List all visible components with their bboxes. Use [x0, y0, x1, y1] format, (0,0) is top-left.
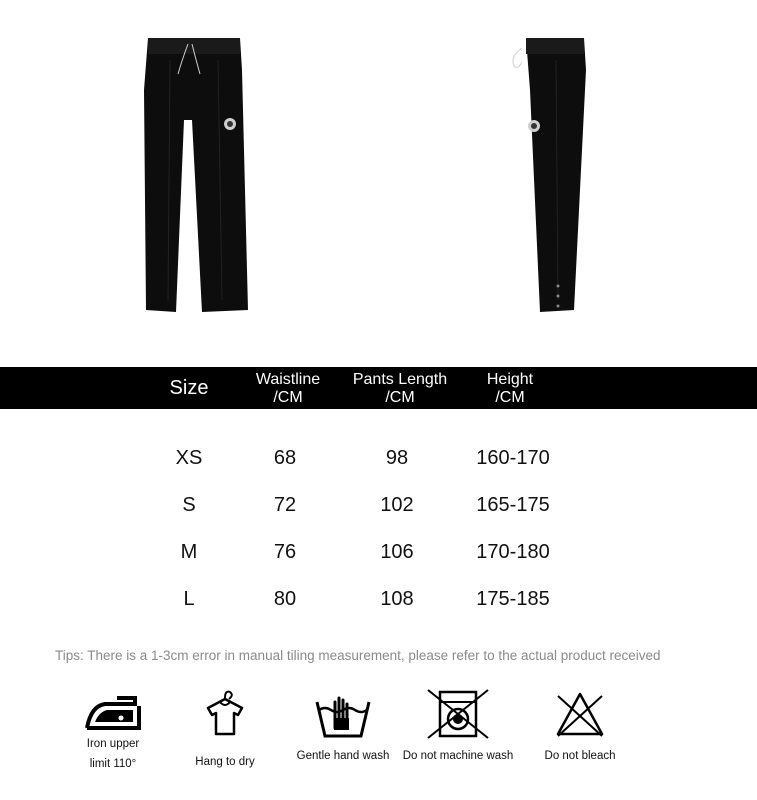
cell-size: XS	[175, 447, 203, 469]
cell-height: 175-185	[476, 588, 550, 610]
size-table-header	[0, 367, 757, 409]
table-row	[0, 541, 757, 571]
table-row	[0, 447, 757, 477]
measurement-tips: Tips: There is a 1-3cm error in manual tiling measurement, please refer to the actual product received	[55, 648, 661, 663]
header-pants-length	[340, 371, 460, 407]
cell-pants-length: 106	[380, 541, 414, 563]
care-bleach-label: Do not bleach	[544, 750, 616, 762]
care-machine	[397, 688, 519, 766]
cell-height: 165-175	[476, 494, 550, 516]
cell-pants-length: 102	[380, 494, 414, 516]
header-pants-length-label: Pants Length	[352, 371, 448, 388]
cell-size: S	[182, 494, 196, 516]
hand-wash-tub-icon	[313, 688, 373, 740]
cell-pants-length: 98	[385, 447, 409, 469]
care-iron	[68, 688, 158, 774]
care-iron-label-line1: Iron upper	[86, 738, 140, 750]
cell-waistline: 80	[273, 588, 297, 610]
care-bleach	[530, 688, 630, 766]
table-row	[0, 588, 757, 618]
header-waistline-unit: /CM	[273, 389, 303, 406]
no-bleach-triangle-icon	[552, 688, 608, 740]
hanger-shirt-icon	[200, 688, 250, 740]
pants-side-photo	[500, 30, 590, 315]
cell-waistline: 72	[273, 494, 297, 516]
iron-icon	[83, 688, 143, 734]
pants-front-photo	[130, 30, 250, 315]
care-hang	[180, 688, 270, 772]
cell-height: 160-170	[476, 447, 550, 469]
care-iron-label-line2: limit 110°	[89, 758, 137, 770]
cell-pants-length: 108	[380, 588, 414, 610]
cell-height: 170-180	[476, 541, 550, 563]
care-hang-label: Hang to dry	[195, 756, 255, 768]
header-pants-length-unit: /CM	[385, 389, 415, 406]
header-height	[470, 371, 550, 407]
header-height-label: Height	[486, 371, 534, 388]
care-hand-wash	[288, 688, 398, 766]
table-row	[0, 494, 757, 524]
cell-waistline: 68	[273, 447, 297, 469]
header-waistline	[243, 371, 333, 407]
header-size: Size	[169, 377, 209, 399]
header-height-unit: /CM	[495, 389, 525, 406]
cell-size: L	[183, 588, 195, 610]
care-hand-wash-label: Gentle hand wash	[296, 750, 390, 762]
cell-waistline: 76	[273, 541, 297, 563]
cell-size: M	[180, 541, 198, 563]
care-machine-label: Do not machine wash	[402, 750, 514, 762]
no-washing-machine-icon	[426, 688, 490, 740]
header-waistline-label: Waistline	[255, 371, 321, 388]
